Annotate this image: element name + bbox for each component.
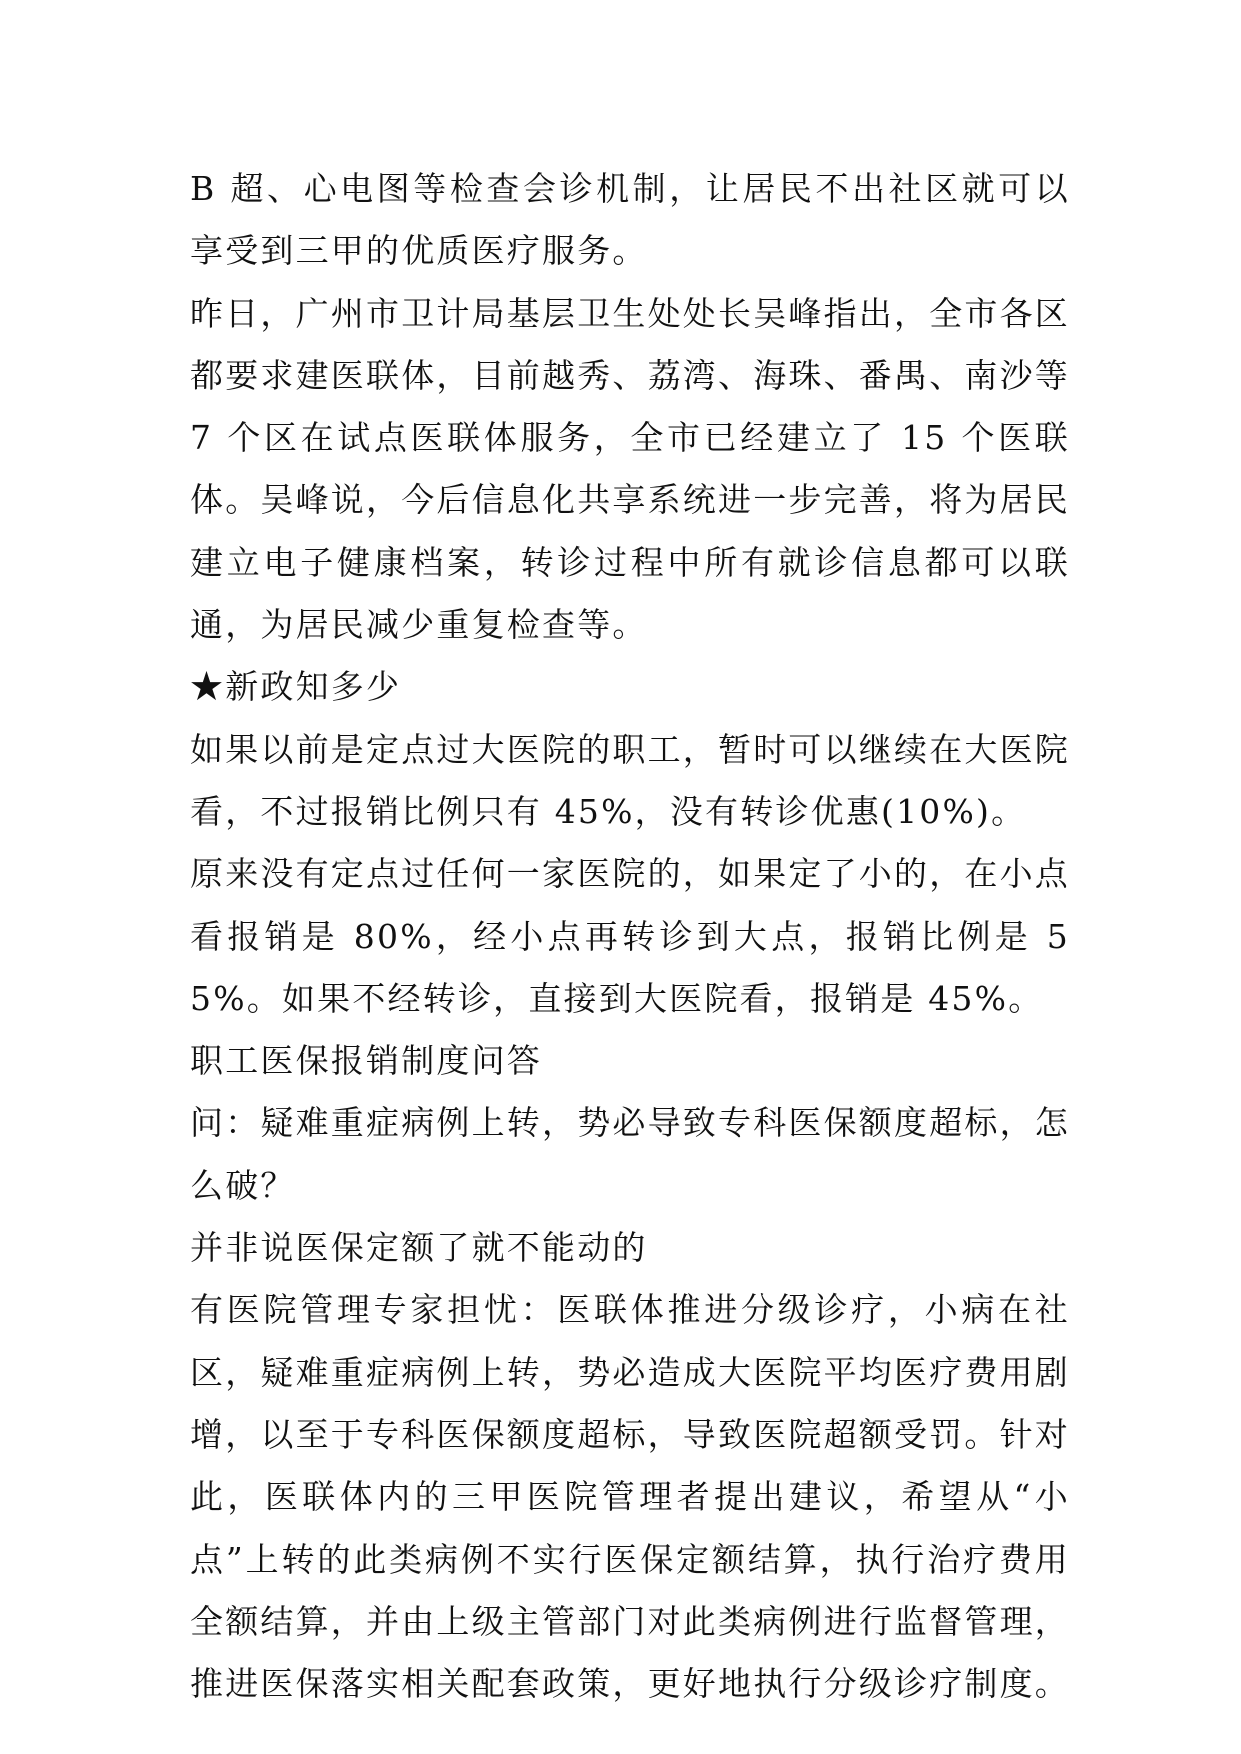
section-heading-new-policy: ★新政知多少 (190, 667, 402, 707)
section-heading-qa: 职工医保报销制度问答 (190, 1041, 542, 1081)
paragraph-medical-alliance: 昨日，广州市卫计局基层卫生处处长吴峰指出，全市各区都要求建医联体，目前越秀、荔湾、海珠、番禺、南沙等 7 个区在试点医联体服务，全市已经建立了 15 个医联体。吴峰说，今后信息化共享系统进一步完善，将为居民建立电子健康档案，转诊过程中所有就诊信息都可以联通，为居民减少重复检查等。 (190, 293, 1070, 645)
answer-heading: 并非说医保定额了就不能动的 (190, 1228, 648, 1268)
paragraph-reimbursement-rates: 原来没有定点过任何一家医院的，如果定了小的，在小点看报销是 80%，经小点再转诊到大点，报销比例是 55%。如果不经转诊，直接到大医院看，报销是 45%。 (190, 854, 1070, 1018)
document-body (190, 158, 1070, 1715)
paragraph-designated-large-hospital: 如果以前是定点过大医院的职工，暂时可以继续在大医院看，不过报销比例只有 45%，没有转诊优惠(10%)。 (190, 729, 1070, 831)
paragraph-expert-concern: 有医院管理专家担忧：医联体推进分级诊疗，小病在社区，疑难重症病例上转，势必造成大医院平均医疗费用剧增，以至于专科医保额度超标，导致医院超额受罚。针对此，医联体内的三甲医院管理者提出建议，希望从“小点”上转的此类病例不实行医保定额结算，执行治疗费用全额结算，并由上级主管部门对此类病例进行监督管理，推进医保落实相关配套政策，更好地执行分级诊疗制度。 (190, 1290, 1070, 1704)
question-paragraph: 问：疑难重症病例上转，势必导致专科医保额度超标，怎么破？ (190, 1103, 1070, 1205)
paragraph-exam-consultation: B 超、心电图等检查会诊机制，让居民不出社区就可以享受到三甲的优质医疗服务。 (190, 169, 1070, 271)
